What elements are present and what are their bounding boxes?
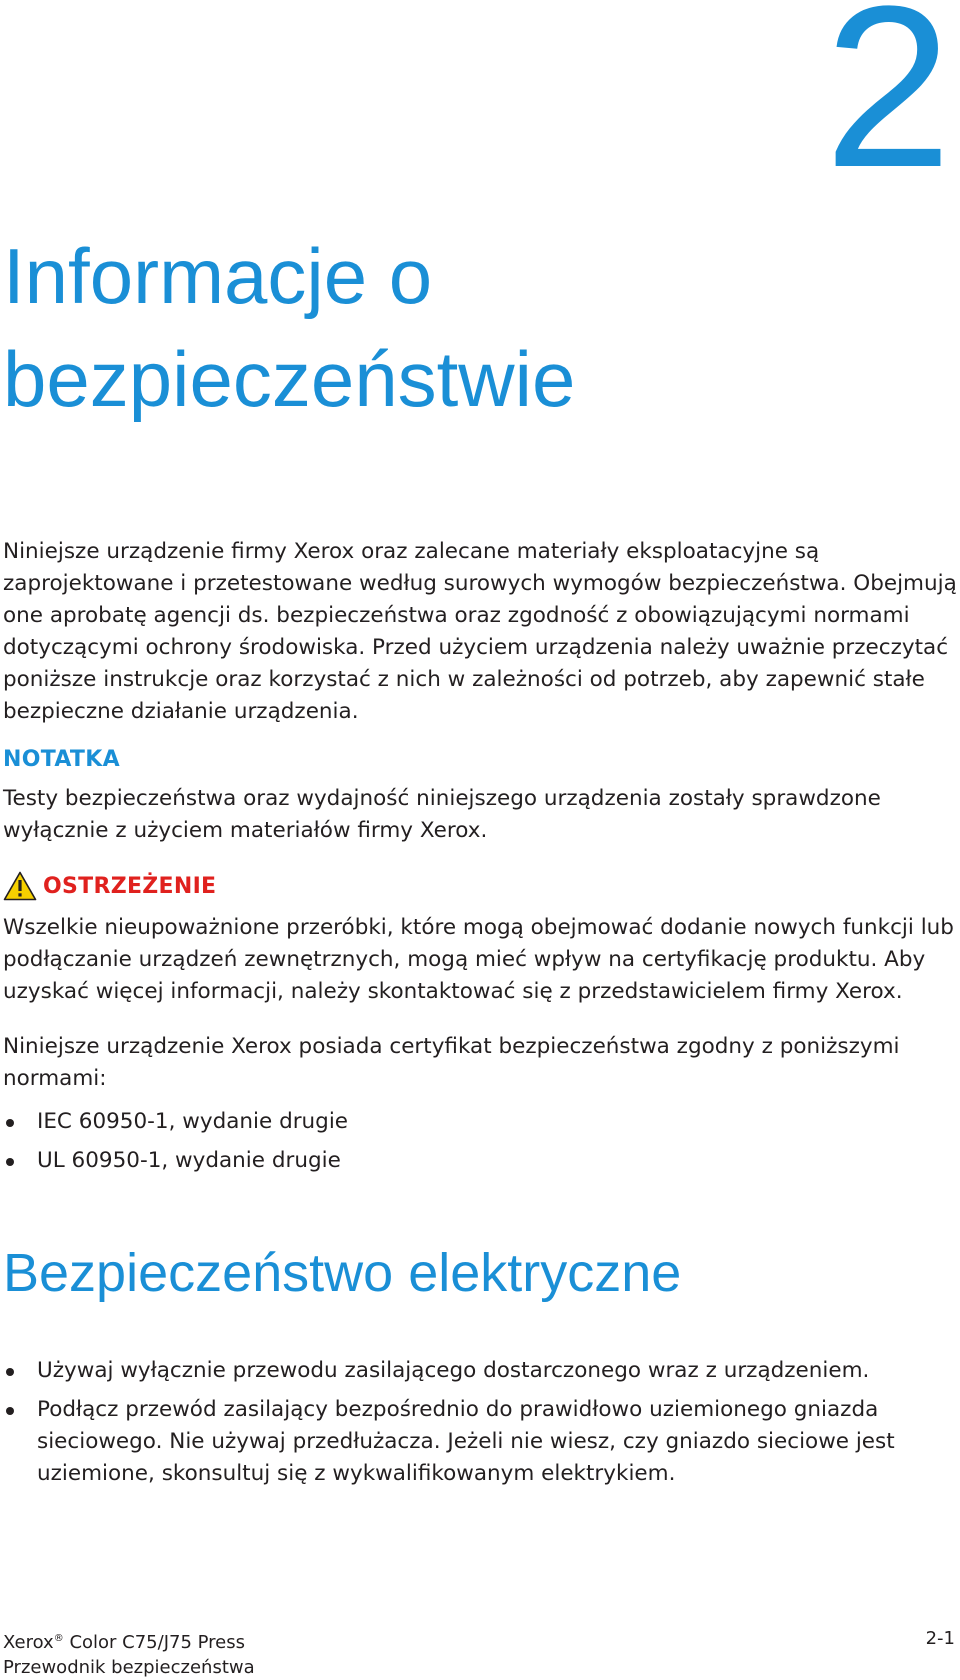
note-label: NOTATKA [3,747,120,772]
list-item [3,1145,958,1177]
chapter-title: Informacje o bezpieczeństwie [3,232,576,423]
bullet-icon [6,1368,14,1376]
warning-triangle-icon [3,871,37,901]
warning-label: OSTRZEŻENIE [43,873,217,899]
page-number: 2-1 [925,1628,955,1649]
warning-heading [3,869,216,903]
certification-list [3,1106,958,1184]
warning-text: Wszelkie nieupoważnione przeróbki, które mogą obejmować dodanie nowych funkcji lub podłączanie urządzeń zewnętrznych, mogą mieć wpływ na certyfikację produktu. Aby uzyskać więcej informacji, należy skontaktować się z przedstawicielem firmy Xerox. [3,915,954,1004]
intro-paragraph: Niniejsze urządzenie firmy Xerox oraz zalecane materiały eksploatacyjne są zaprojektowane i przetestowane według surowych wymogów bezpieczeństwa. Obejmują one aprobatę agencji ds. bezpieczeństwa oraz zgodność z obowiązującymi normami dotyczącymi ochrony środowiska. Przed użyciem urządzenia należy uważnie przeczytać poniższe instrukcje oraz korzystać z nich w zależności od potrzeb, aby zapewnić stałe bezpieczne działanie urządzenia. [3,539,957,724]
bullet-icon [6,1119,14,1127]
footer-brand: Xerox [3,1632,54,1653]
certification-text: Niniejsze urządzenie Xerox posiada certyfikat bezpieczeństwa zgodny z poniższymi normami: [3,1034,900,1091]
footer-product-line [3,1626,255,1655]
list-item-text: Używaj wyłącznie przewodu zasilającego dostarczonego wraz z urządzeniem. [37,1358,870,1383]
chapter-number: 2 [824,0,952,215]
list-item [3,1355,958,1387]
note-text: Testy bezpieczeństwa oraz wydajność niniejszego urządzenia zostały sprawdzone wyłącznie z użyciem materiałów firmy Xerox. [3,786,881,843]
electrical-list [3,1355,958,1497]
bullet-icon [6,1158,14,1166]
list-item-text: IEC 60950-1, wydanie drugie [37,1109,349,1134]
registered-mark: ® [53,1633,64,1644]
list-item [3,1394,958,1490]
section-title: Bezpieczeństwo elektryczne [3,1243,682,1303]
footer-guide: Przewodnik bezpieczeństwa [3,1657,255,1678]
list-item-text: UL 60950-1, wydanie drugie [37,1148,341,1173]
footer-product-info [3,1626,255,1680]
bullet-icon [6,1407,14,1415]
list-item-text: Podłącz przewód zasilający bezpośrednio do prawidłowo uziemionego gniazda sieciowego. Nie używaj przedłużacza. Jeżeli nie wiesz, czy gniazdo sieciowe jest uziemione, skonsultuj się z wykwalifikowanym elektrykiem. [37,1397,895,1486]
footer-product: Color C75/J75 Press [63,1632,246,1653]
list-item [3,1106,958,1138]
